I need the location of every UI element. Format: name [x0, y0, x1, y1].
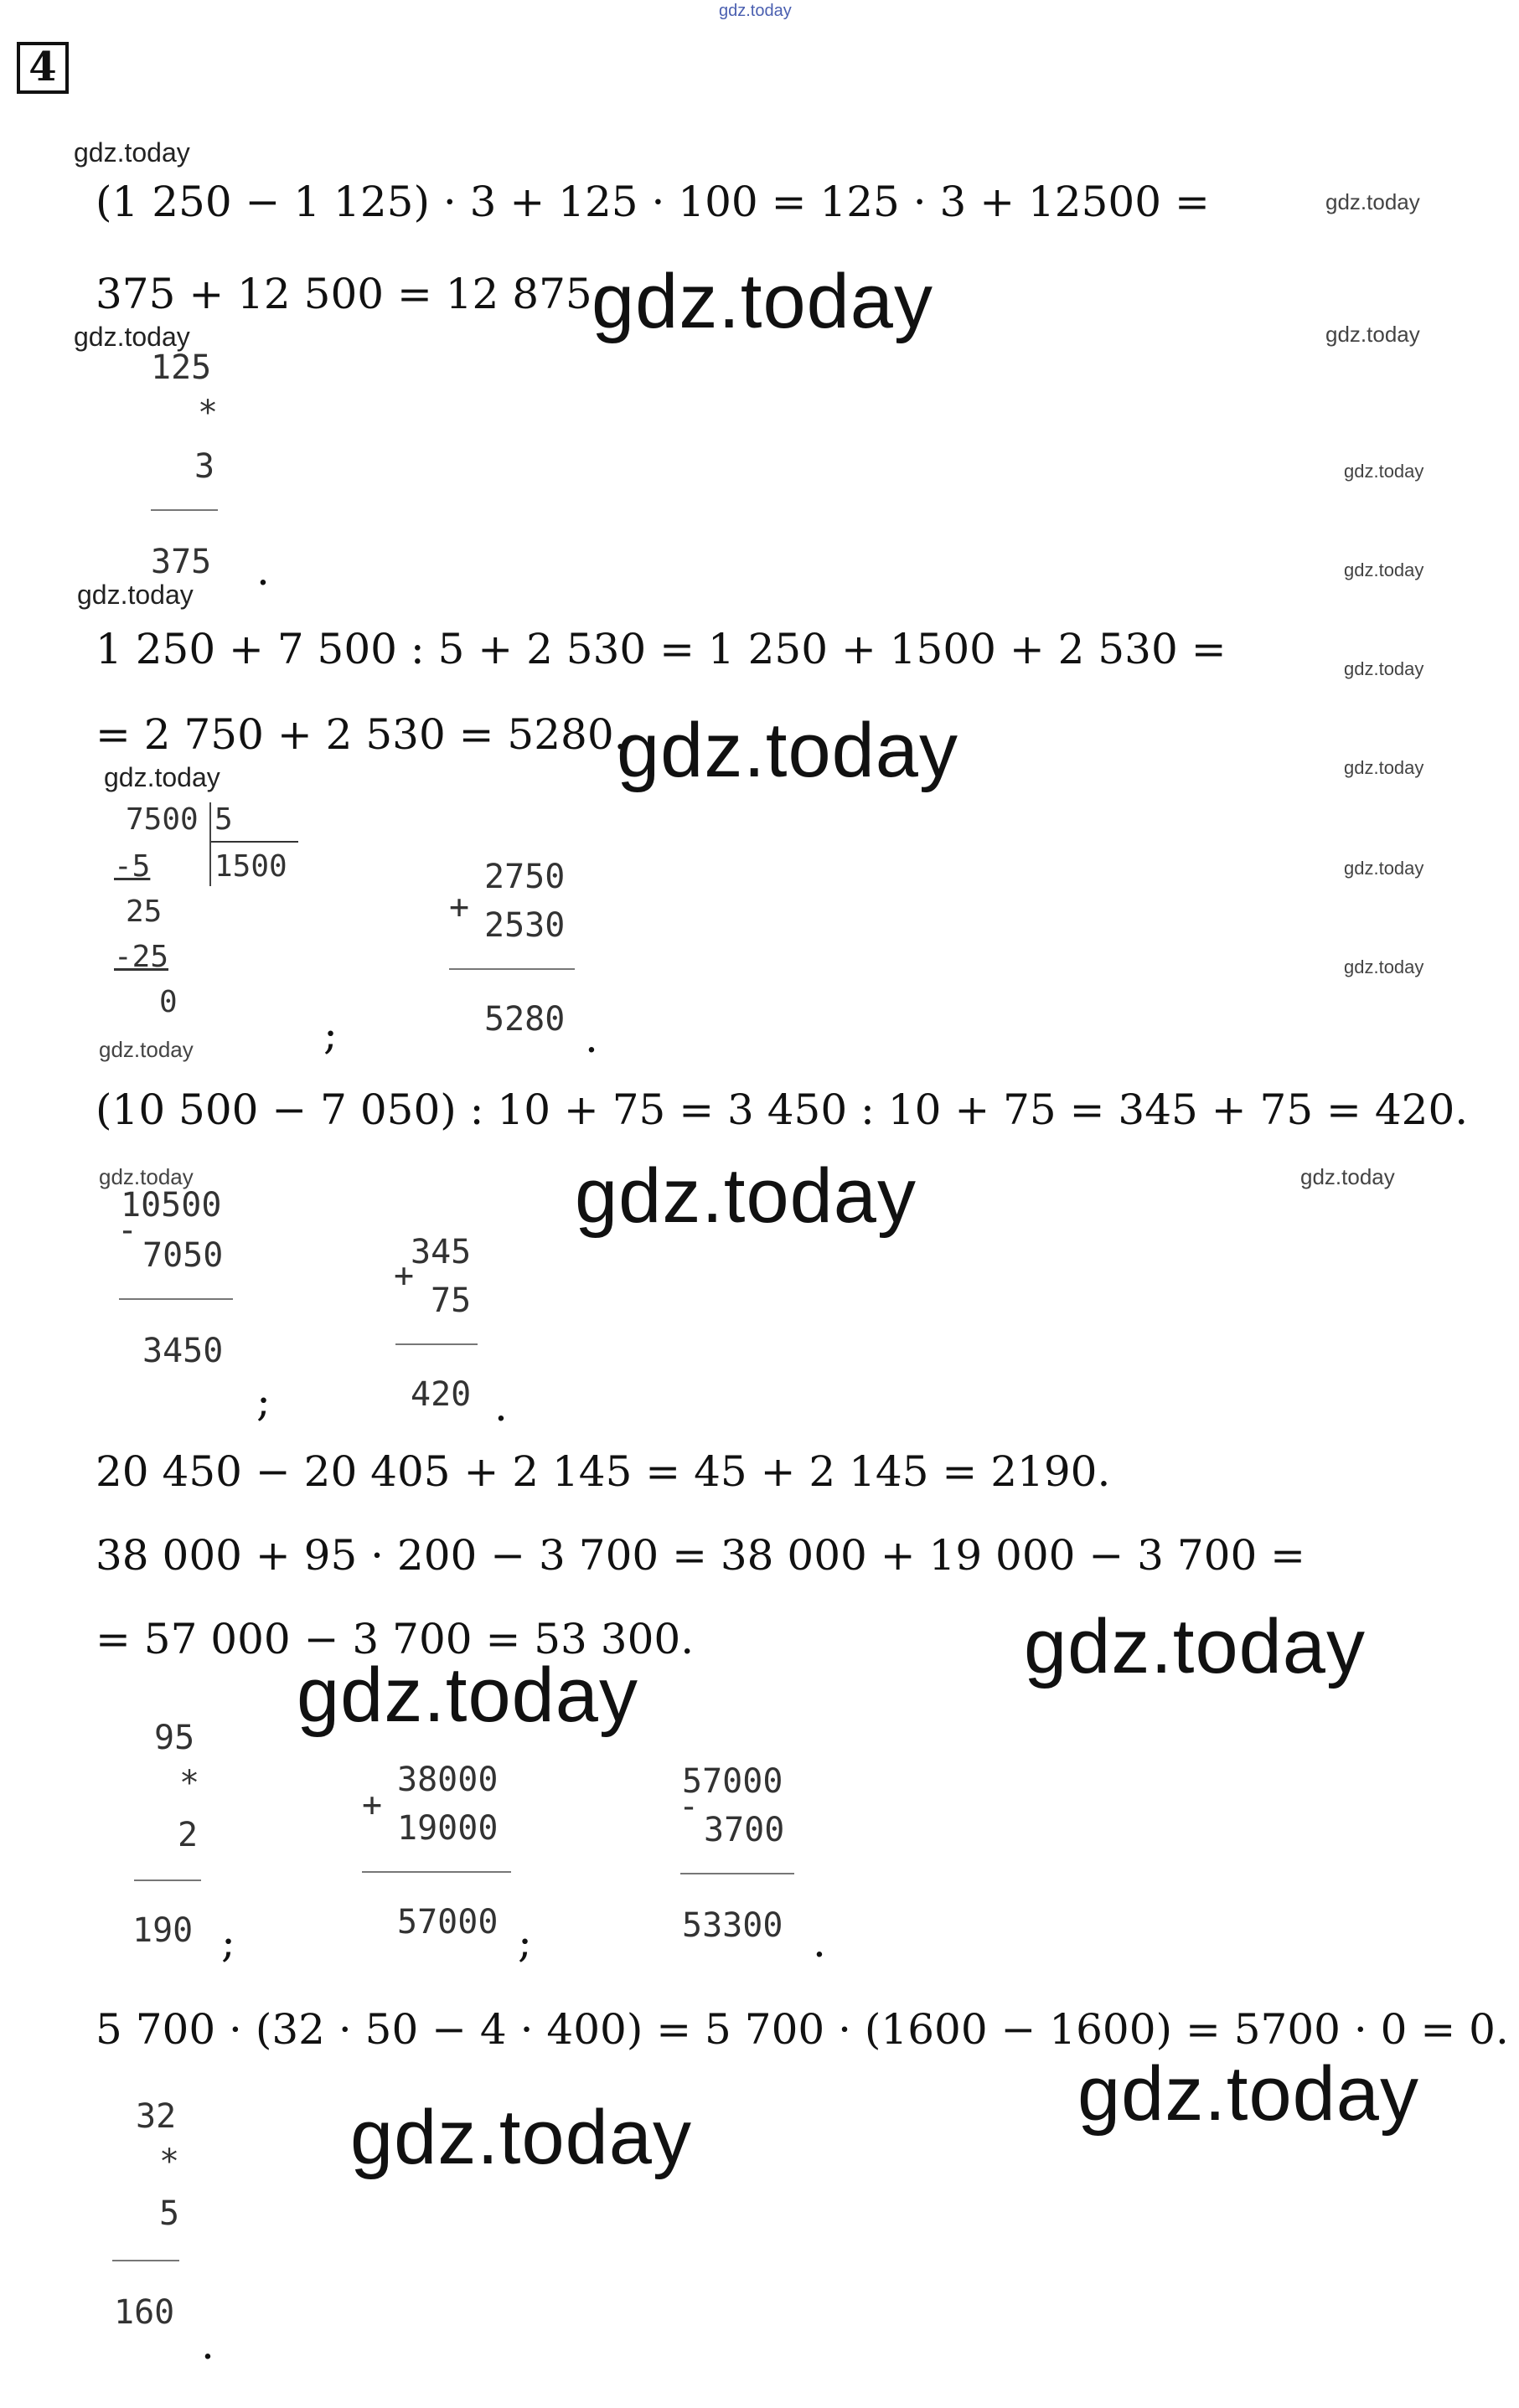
watermark: gdz.today	[74, 137, 190, 168]
watermark: gdz.today	[77, 580, 194, 610]
operand: 7050	[142, 1236, 224, 1275]
watermark: gdz.today	[104, 762, 220, 792]
operand: 75	[431, 1281, 472, 1320]
watermark: gdz.today	[74, 322, 190, 352]
watermark: gdz.today	[1344, 559, 1424, 580]
result-line	[134, 1879, 201, 1881]
result: 3450	[142, 1332, 224, 1370]
operator: +	[362, 1786, 383, 1824]
watermark: gdz.today	[592, 259, 933, 344]
end-mark: ;	[256, 1377, 271, 1426]
operand: 95	[154, 1719, 195, 1757]
result: 420	[411, 1375, 472, 1414]
watermark: gdz.today	[1300, 1164, 1395, 1189]
operator: -	[679, 1787, 700, 1826]
watermark: gdz.today	[1344, 858, 1424, 879]
watermark: gdz.today	[297, 1653, 638, 1738]
operator: *	[179, 1764, 200, 1802]
operand: 10500	[121, 1186, 222, 1225]
operator: -	[117, 1211, 138, 1250]
result-line	[395, 1343, 478, 1345]
equation-line: 1 250 + 7 500 : 5 + 2 530 = 1 250 + 1500 + 2 530 =	[96, 625, 1227, 673]
result-line	[449, 968, 575, 970]
end-mark: .	[813, 1918, 826, 1967]
equation-line: 20 450 − 20 405 + 2 145 = 45 + 2 145 = 2190.	[96, 1447, 1111, 1496]
division-bar	[209, 802, 211, 886]
watermark: gdz.today	[99, 1037, 194, 1062]
watermark: gdz.today	[1077, 2051, 1419, 2137]
operand: 3	[194, 447, 215, 486]
result: 53300	[682, 1906, 783, 1945]
operand: 125	[151, 348, 212, 387]
result-line	[119, 1298, 233, 1300]
operand: 2750	[484, 858, 566, 896]
result: 57000	[397, 1903, 499, 1941]
end-mark: .	[201, 2320, 214, 2369]
division-step: -25	[114, 940, 169, 974]
watermark: gdz.today	[350, 2095, 692, 2180]
end-mark: .	[256, 546, 270, 595]
equation-line: = 2 750 + 2 530 = 5280.	[96, 710, 628, 759]
divisor: 5	[214, 802, 233, 837]
operand: 38000	[397, 1761, 499, 1799]
watermark: gdz.today	[99, 1164, 194, 1189]
equation-line: 38 000 + 95 · 200 − 3 700 = 38 000 + 19 000 − 3 700 =	[96, 1531, 1306, 1580]
watermark: gdz.today	[575, 1153, 917, 1239]
operand: 3700	[704, 1811, 785, 1849]
remainder: 0	[159, 985, 178, 1019]
result-line	[112, 2260, 179, 2261]
end-mark: .	[585, 1013, 598, 1062]
result-line	[362, 1871, 511, 1873]
operator: *	[159, 2142, 180, 2181]
operator: +	[449, 888, 470, 926]
top-watermark: gdz.today	[719, 2, 792, 20]
watermark: gdz.today	[1325, 322, 1420, 347]
operand: 19000	[397, 1809, 499, 1848]
watermark: gdz.today	[1344, 461, 1424, 482]
watermark: gdz.today	[1344, 658, 1424, 679]
end-mark: ;	[323, 1010, 338, 1059]
result-line	[680, 1873, 794, 1874]
result: 5280	[484, 1000, 566, 1039]
operator: +	[394, 1256, 415, 1295]
equation-line: = 57 000 − 3 700 = 53 300.	[96, 1615, 695, 1663]
equation-line: 5 700 · (32 · 50 − 4 · 400) = 5 700 · (1600 − 1600) = 5700 · 0 = 0.	[96, 2005, 1509, 2054]
operand: 345	[411, 1233, 472, 1271]
end-mark: ;	[518, 1918, 532, 1967]
result: 375	[151, 543, 212, 581]
end-mark: .	[494, 1382, 508, 1431]
operator: *	[198, 394, 219, 432]
equation-line: (10 500 − 7 050) : 10 + 75 = 3 450 : 10 + 75 = 345 + 75 = 420.	[96, 1085, 1469, 1134]
watermark: gdz.today	[1344, 956, 1424, 977]
result: 190	[132, 1911, 194, 1950]
result: 160	[114, 2293, 175, 2332]
operand: 57000	[682, 1762, 783, 1801]
dividend: 7500	[126, 802, 199, 837]
operand: 2530	[484, 906, 566, 945]
operand: 32	[136, 2097, 177, 2136]
watermark: gdz.today	[1325, 189, 1420, 214]
task-number-box: 4	[17, 42, 69, 94]
operand: 5	[159, 2194, 180, 2233]
end-mark: ;	[221, 1918, 235, 1967]
watermark: gdz.today	[1344, 757, 1424, 778]
quotient-line	[211, 841, 298, 843]
quotient: 1500	[214, 849, 287, 884]
watermark: gdz.today	[1024, 1604, 1366, 1689]
equation-line: 375 + 12 500 = 12 875.	[96, 270, 606, 318]
remainder: 25	[126, 895, 163, 929]
division-step: -5	[114, 849, 151, 884]
operand: 2	[178, 1816, 199, 1854]
result-line	[151, 509, 218, 511]
watermark: gdz.today	[617, 708, 958, 793]
equation-line: (1 250 − 1 125) · 3 + 125 · 100 = 125 · 3 + 12500 =	[96, 178, 1210, 226]
